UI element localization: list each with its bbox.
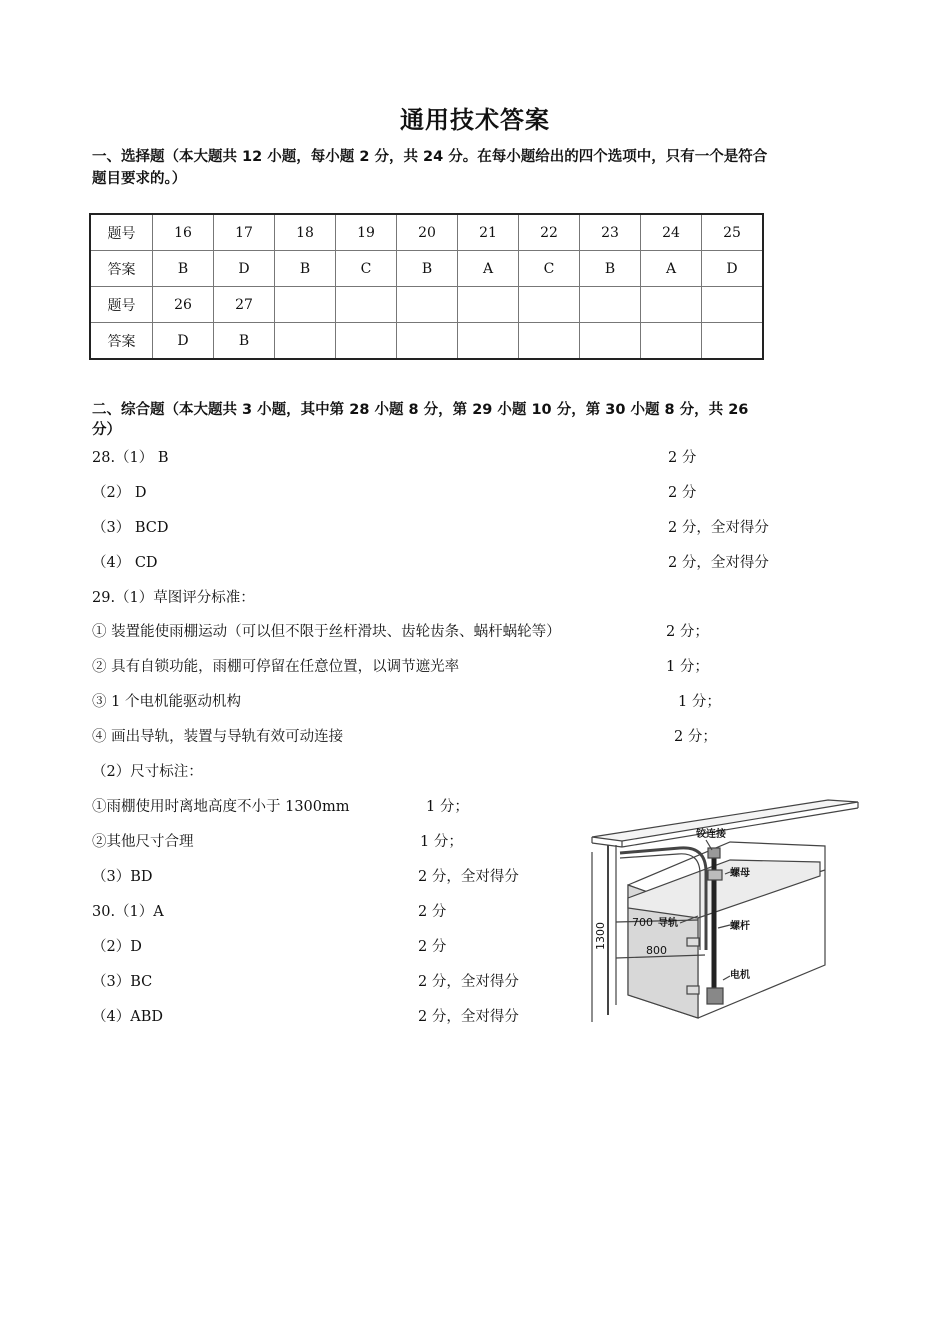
- awning-mechanism-figure: [580, 790, 870, 1030]
- table-cell: 24: [641, 214, 702, 251]
- motor-mount: [687, 986, 699, 994]
- table-cell: B: [397, 251, 458, 287]
- table-cell: B: [580, 251, 641, 287]
- hinge: [708, 848, 720, 858]
- table-cell: C: [336, 251, 397, 287]
- table-cell: [580, 287, 641, 323]
- rail-mount: [687, 938, 699, 946]
- table-row: [90, 287, 763, 323]
- table-cell: 18: [275, 214, 336, 251]
- table-cell: 25: [702, 214, 764, 251]
- section2-heading-line1: 二、综合题（本大题共 3 小题，其中第 28 小题 8 分，第 29 小题 10 分，第 30 小题 8 分，共 26: [92, 402, 749, 418]
- table-cell: [275, 287, 336, 323]
- figure-dimension-800: 800: [646, 944, 667, 957]
- q28-score-4: 2 分，全对得分: [668, 555, 769, 571]
- section2-heading-line2: 分）: [92, 422, 121, 438]
- q30-answer-1: 30.（1）A: [92, 904, 164, 920]
- section1-heading-line1: 一、选择题（本大题共 12 小题，每小题 2 分，共 24 分。在每小题给出的四个选项中，只有一个是符合: [92, 149, 768, 165]
- q28-answer-1: 28.（1） B: [92, 450, 169, 466]
- table-cell: [397, 287, 458, 323]
- figure-label-screw: 螺杆: [730, 921, 750, 932]
- table-row-label: 答案: [90, 323, 153, 360]
- q29-criterion-2: ② 具有自锁功能，雨棚可停留在任意位置，以调节遮光率: [92, 659, 460, 675]
- table-cell: [397, 323, 458, 360]
- table-cell: B: [214, 323, 275, 360]
- table-row: [90, 323, 763, 360]
- table-cell: 19: [336, 214, 397, 251]
- q29-header: 29.（1）草图评分标准：: [92, 590, 255, 606]
- table-cell: D: [702, 251, 764, 287]
- table-cell: [519, 323, 580, 360]
- table-row: [90, 251, 763, 287]
- table-row-label: 题号: [90, 214, 153, 251]
- q29-dimension-1-score: 1 分；: [426, 799, 469, 815]
- q29-criterion-3-score: 1 分；: [678, 694, 721, 710]
- table-cell: [641, 323, 702, 360]
- table-row-label: 题号: [90, 287, 153, 323]
- q28-answer-3: （3） BCD: [92, 520, 169, 536]
- table-cell: 21: [458, 214, 519, 251]
- q29-part3-score: 2 分，全对得分: [418, 869, 519, 885]
- table-cell: 16: [153, 214, 214, 251]
- q29-dimension-1: ①雨棚使用时离地高度不小于 1300mm: [92, 799, 350, 815]
- q28-score-2: 2 分: [668, 485, 697, 501]
- q30-answer-4: （4）ABD: [92, 1009, 163, 1025]
- q30-score-3: 2 分，全对得分: [418, 974, 519, 990]
- q29-criterion-4-score: 2 分；: [674, 729, 717, 745]
- q28-answer-4: （4） CD: [92, 555, 158, 571]
- figure-label-rail: 导轨: [658, 918, 678, 929]
- q28-answer-2: （2） D: [92, 485, 147, 501]
- q29-part3-answer: （3）BD: [92, 869, 153, 885]
- q29-criterion-4: ④ 画出导轨，装置与导轨有效可动连接: [92, 729, 344, 745]
- q29-criterion-1: ① 装置能使雨棚运动（可以但不限于丝杆滑块、齿轮齿条、蜗杆蜗轮等）: [92, 624, 561, 640]
- table-cell: 23: [580, 214, 641, 251]
- q29-criterion-1-score: 2 分；: [666, 624, 709, 640]
- figure-label-hinge: 铰连接: [696, 829, 726, 840]
- table-cell: [336, 323, 397, 360]
- table-cell: B: [275, 251, 336, 287]
- table-row: [90, 214, 763, 251]
- figure-label-nut: 螺母: [730, 868, 750, 879]
- table-cell: 26: [153, 287, 214, 323]
- motor: [707, 988, 723, 1004]
- table-cell: [702, 287, 764, 323]
- q29-dimension-header: （2）尺寸标注：: [92, 764, 203, 780]
- table-row-label: 答案: [90, 251, 153, 287]
- table-cell: [458, 323, 519, 360]
- q28-score-3: 2 分，全对得分: [668, 520, 769, 536]
- q29-dimension-2-score: 1 分；: [420, 834, 463, 850]
- q28-score-1: 2 分: [668, 450, 697, 466]
- figure-dimension-700: 700: [632, 916, 653, 929]
- nut: [708, 870, 722, 880]
- table-cell: 22: [519, 214, 580, 251]
- table-cell: A: [458, 251, 519, 287]
- q29-criterion-2-score: 1 分；: [666, 659, 709, 675]
- q30-score-2: 2 分: [418, 939, 447, 955]
- q30-answer-3: （3）BC: [92, 974, 153, 990]
- answer-table: [89, 213, 764, 360]
- figure-label-motor: 电机: [730, 970, 750, 981]
- table-cell: [458, 287, 519, 323]
- table-cell: [519, 287, 580, 323]
- table-cell: D: [214, 251, 275, 287]
- table-cell: [641, 287, 702, 323]
- q29-criterion-3: ③ 1 个电机能驱动机构: [92, 694, 241, 710]
- table-cell: C: [519, 251, 580, 287]
- table-cell: D: [153, 323, 214, 360]
- q29-dimension-2: ②其他尺寸合理: [92, 834, 194, 850]
- q30-score-1: 2 分: [418, 904, 447, 920]
- q30-answer-2: （2）D: [92, 939, 142, 955]
- table-cell: [275, 323, 336, 360]
- table-cell: 17: [214, 214, 275, 251]
- table-cell: 20: [397, 214, 458, 251]
- table-cell: A: [641, 251, 702, 287]
- table-cell: [336, 287, 397, 323]
- section1-heading-line2: 题目要求的。）: [92, 171, 187, 187]
- table-cell: B: [153, 251, 214, 287]
- table-cell: [580, 323, 641, 360]
- figure-dimension-1300: 1300: [594, 922, 607, 950]
- table-cell: 27: [214, 287, 275, 323]
- table-cell: [702, 323, 764, 360]
- q30-score-4: 2 分，全对得分: [418, 1009, 519, 1025]
- page-title: 通用技术答案: [400, 106, 550, 134]
